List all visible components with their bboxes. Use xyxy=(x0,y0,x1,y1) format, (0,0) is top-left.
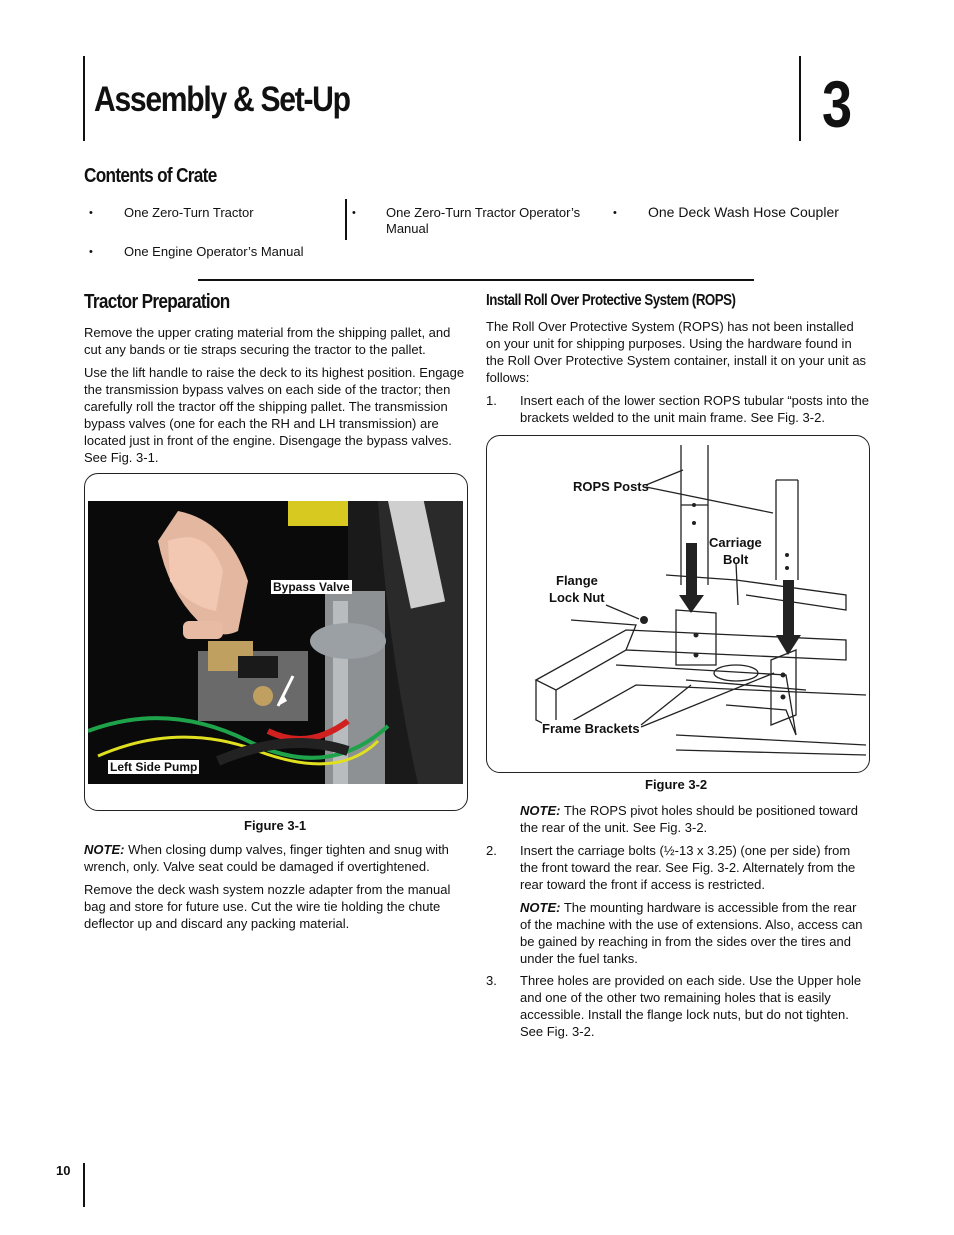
contents-item-label: One Zero-Turn Tractor Operator’s Manual xyxy=(386,205,581,236)
chapter-number: 3 xyxy=(822,67,852,141)
contents-heading: Contents of Crate xyxy=(84,165,217,187)
bullet-icon: • xyxy=(89,207,93,219)
header-right-rule xyxy=(799,56,801,141)
step-text: Insert each of the lower section ROPS tubular “posts into the brackets welded to the unit main frame. See Fig. 3-2. xyxy=(520,393,870,425)
step-number: 2. xyxy=(486,843,497,858)
figure-3-1-caption: Figure 3-1 xyxy=(244,818,307,833)
note-label: NOTE: xyxy=(84,842,125,857)
step-number: 3. xyxy=(486,973,497,988)
frame-brackets-label: Frame Brackets xyxy=(542,721,640,736)
step-1 xyxy=(486,392,869,426)
bullet-icon: • xyxy=(89,246,93,258)
left-column-text-lower xyxy=(84,841,467,932)
step-text: Three holes are provided on each side. Use the Upper hole and one of the other two remaining holes that is easily accessible. Install the flange lock nuts, but do not tighten. See Fig. 3-2. xyxy=(520,973,862,1039)
contents-item-label: One Zero-Turn Tractor xyxy=(124,205,254,220)
header-left-rule xyxy=(83,56,85,141)
flange-lock-nut-label-1: Flange xyxy=(556,573,598,588)
note-text: The ROPS pivot holes should be positioned toward the rear of the unit. See Fig. 3-2. xyxy=(520,803,858,835)
bullet-icon: • xyxy=(613,207,617,219)
left-side-pump-label: Left Side Pump xyxy=(110,760,198,774)
note-paragraph xyxy=(84,841,467,875)
bypass-valve-label: Bypass Valve xyxy=(273,580,350,594)
tractor-prep-heading: Tractor Preparation xyxy=(84,291,230,313)
flange-lock-nut-label-2: Lock Nut xyxy=(549,590,605,605)
bypass-valve-photo xyxy=(88,501,463,784)
contents-item-label: One Engine Operator’s Manual xyxy=(124,244,304,259)
step-text: Insert the carriage bolts (½-13 x 3.25) (one per side) from the front toward the rear. See Fig. 3-2. Alternately from the rear toward the front if access is restricted. xyxy=(520,843,856,892)
contents-divider xyxy=(345,199,347,240)
left-column-text xyxy=(84,324,467,466)
rops-intro: The Roll Over Protective System (ROPS) has not been installed on your unit for shipping purposes. Using the hardware found in the Roll Over Protective System container, install it on your unit as follows: xyxy=(486,319,867,385)
note-label: NOTE: xyxy=(520,803,561,818)
step-3 xyxy=(486,972,869,1040)
step-2 xyxy=(486,842,869,893)
paragraph: Use the lift handle to raise the deck to its highest position. Engage the transmission bypass valves on each side of the tractor; then carefully roll the tractor off the shipping pallet. The transmission bypass valves (one for each the RH and LH transmission) are located just in front of the engine. Disengage the bypass valves. See Fig. 3-1. xyxy=(84,365,465,465)
note-text: The mounting hardware is accessible from the rear of the machine with the use of extensions. Also, access can be gained by reaching in from the sides over the tires and under the fuel tanks. xyxy=(520,900,863,966)
carriage-bolt-label-2: Bolt xyxy=(723,552,749,567)
footer-rule xyxy=(83,1163,85,1207)
carriage-bolt-label-1: Carriage xyxy=(709,535,762,550)
step-number: 1. xyxy=(486,393,497,408)
contents-item-label: One Deck Wash Hose Coupler xyxy=(648,204,839,220)
paragraph: Remove the upper crating material from the shipping pallet, and cut any bands or tie straps securing the tractor to the pallet. xyxy=(84,325,451,357)
rops-posts-label: ROPS Posts xyxy=(573,479,649,494)
page-number: 10 xyxy=(56,1163,71,1178)
paragraph: Remove the deck wash system nozzle adapter from the manual bag and store for future use. Cut the wire tie holding the chute deflector up and discard any packing material. xyxy=(84,882,451,931)
note-1 xyxy=(520,802,870,836)
figure-3-2-caption: Figure 3-2 xyxy=(645,777,708,792)
section-divider xyxy=(198,279,754,281)
bullet-icon: • xyxy=(352,207,356,219)
rops-heading: Install Roll Over Protective System (ROPS) xyxy=(486,292,736,309)
note-2 xyxy=(520,899,870,967)
photo-illustration xyxy=(88,501,463,784)
page-title: Assembly & Set-Up xyxy=(94,80,350,119)
note-text: When closing dump valves, finger tighten and snug with wrench, only. Valve seat could be damaged if overtightened. xyxy=(84,842,449,874)
note-label: NOTE: xyxy=(520,900,561,915)
